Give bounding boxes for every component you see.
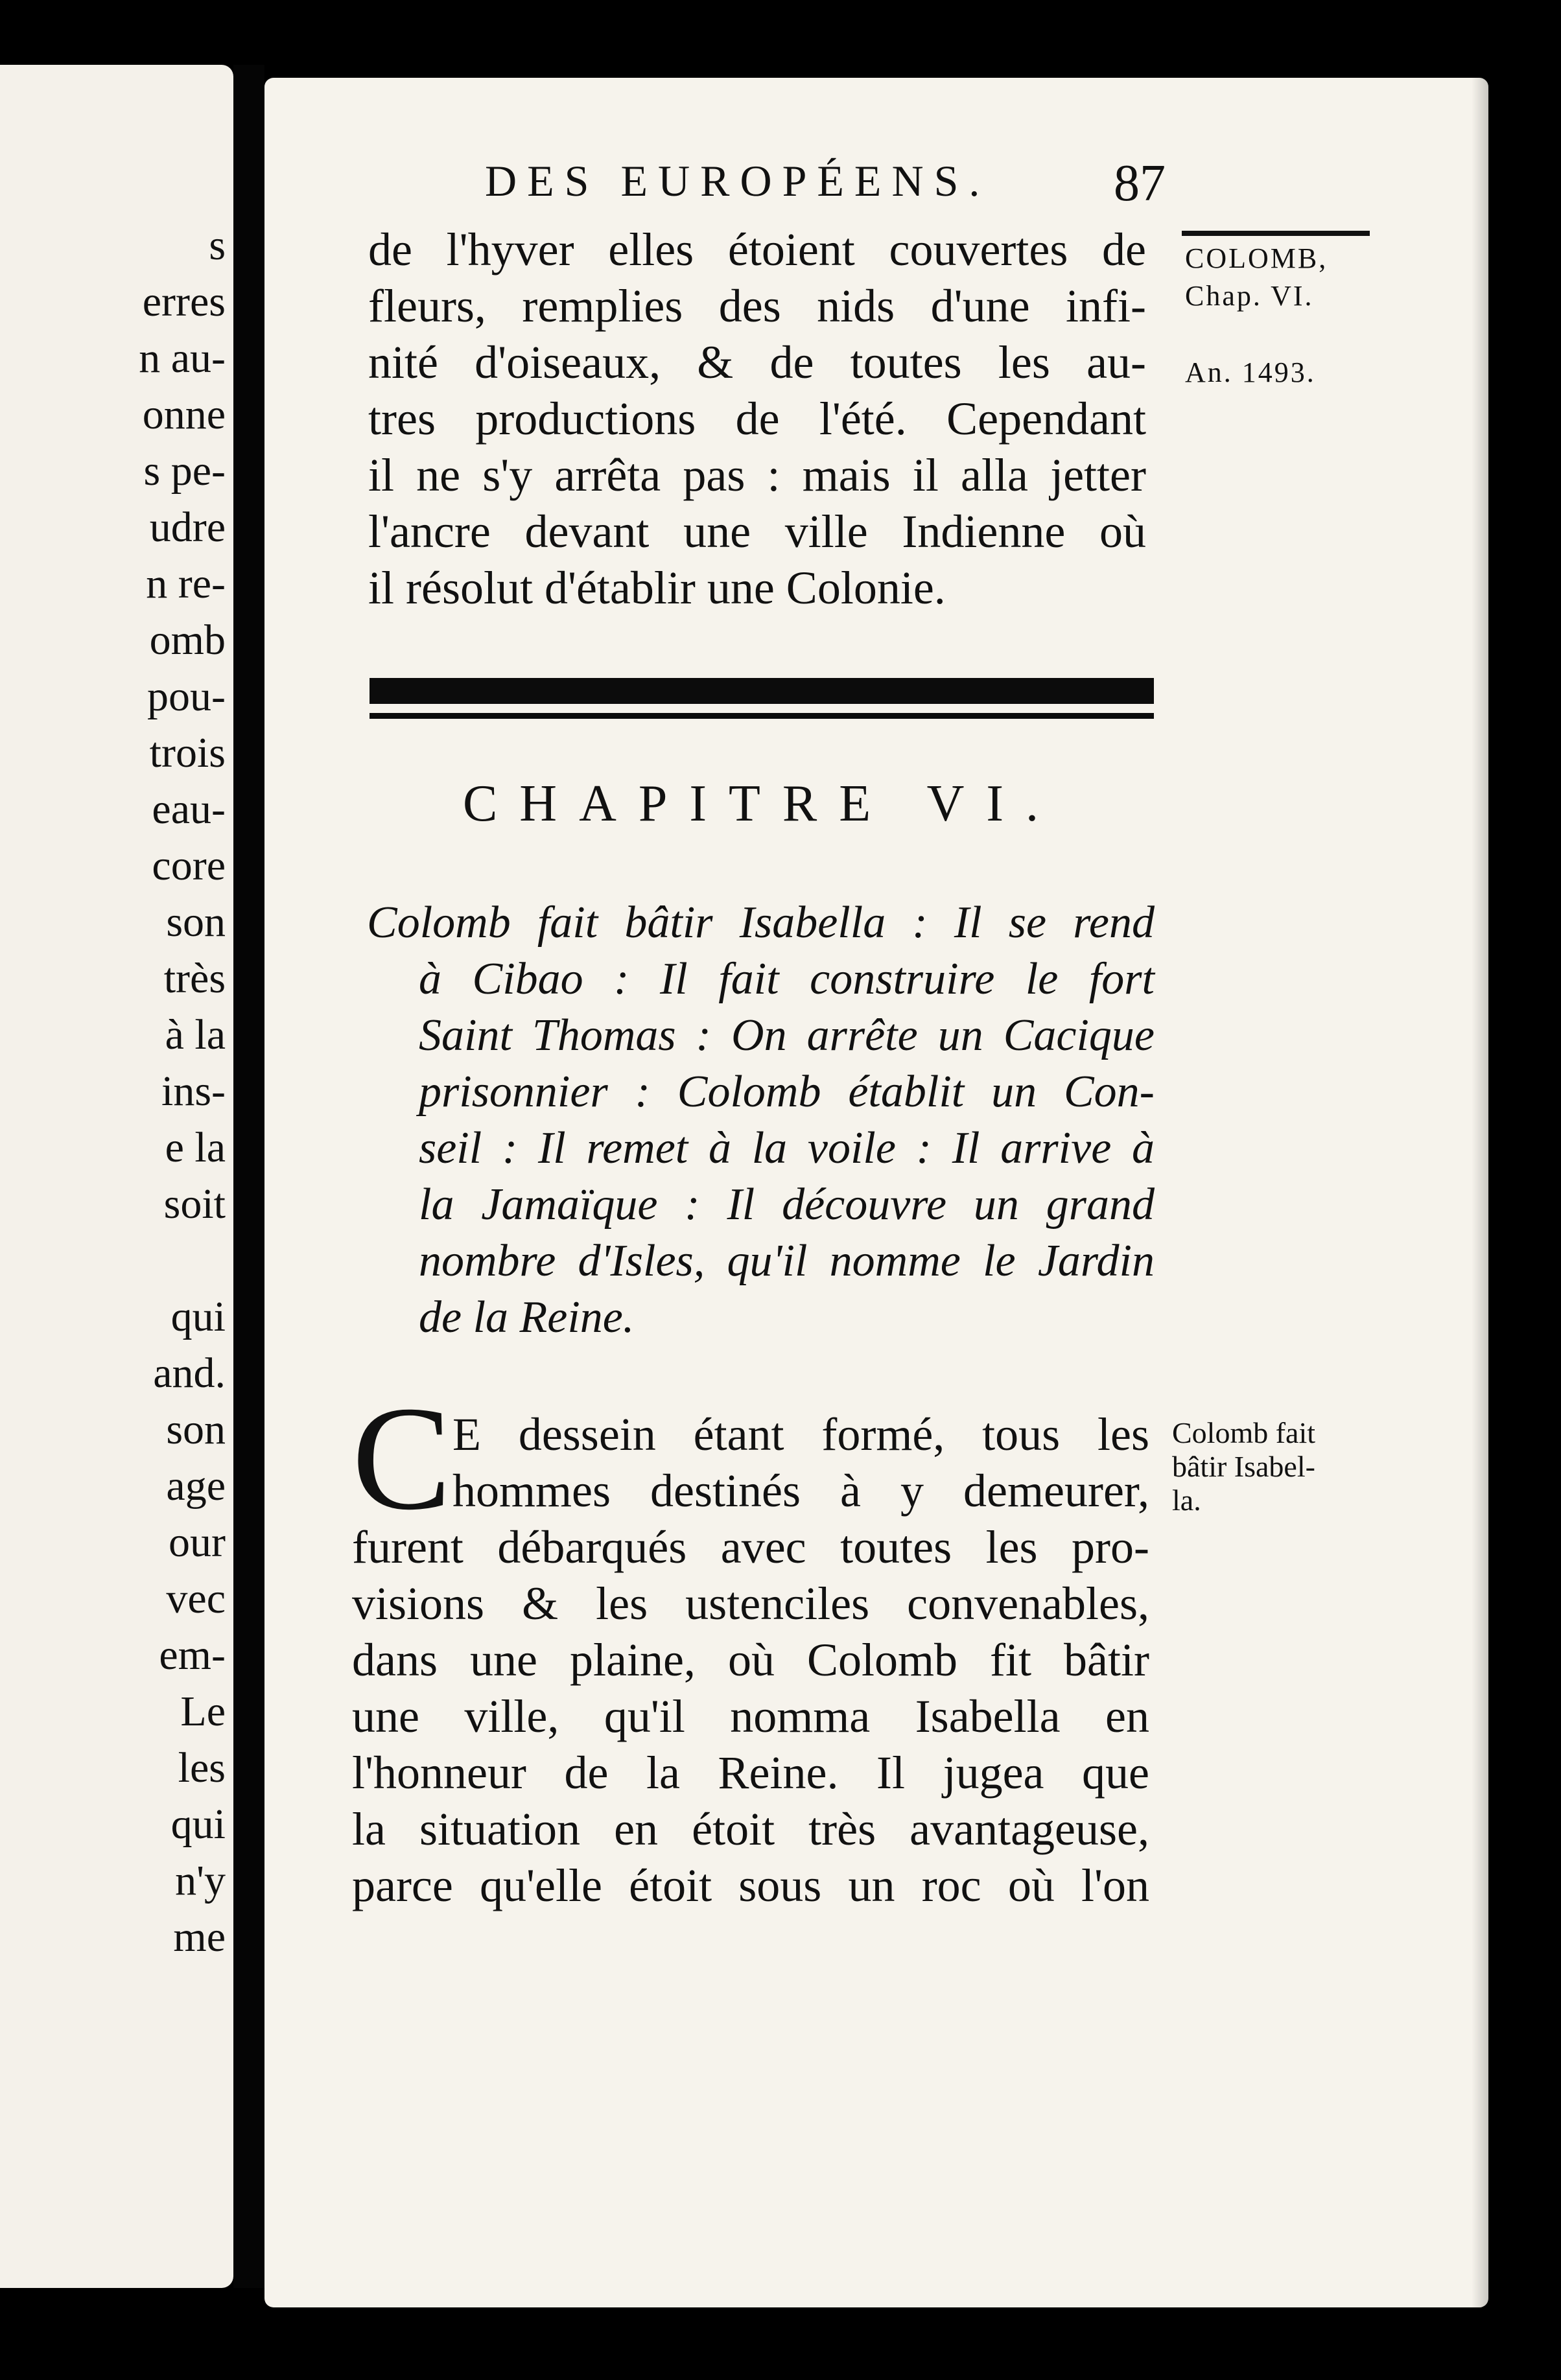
chapter-rule-thin [370, 713, 1154, 719]
sidenote-line: bâtir Isabel- [1172, 1450, 1315, 1483]
left-page [0, 65, 233, 2288]
chapter-title: CHAPITRE VI. [462, 775, 1061, 832]
left-page-fragment: e la [165, 1124, 226, 1171]
text-line: visions & les ustenciles convenables, [352, 1578, 1149, 1629]
summary-line: nombre d'Isles, qu'il nomme le Jardin [419, 1236, 1155, 1286]
text-line: parce qu'elle étoit sous un roc où l'on [352, 1860, 1149, 1911]
running-head: DES EUROPÉENS. [485, 156, 991, 205]
left-page-fragment: eau- [152, 786, 226, 833]
left-page-fragment: s [209, 222, 226, 269]
left-page-fragment: our [169, 1519, 226, 1566]
page-number: 87 [1114, 155, 1166, 212]
summary-line: Saint Thomas : On arrête un Cacique [419, 1010, 1155, 1060]
text-line: la situation en étoit très avantageuse, [352, 1803, 1149, 1855]
text-block-body [352, 1406, 1149, 1914]
text-line: l'honneur de la Reine. Il jugea que [352, 1747, 1149, 1799]
left-page-fragment: udre [149, 504, 226, 551]
left-page-fragment: me [173, 1913, 226, 1961]
sidenote-line: Chap. VI. [1185, 280, 1314, 312]
left-page-fragment: qui [170, 1293, 226, 1340]
book-gutter [233, 65, 264, 2288]
left-page-fragment: trois [149, 729, 226, 776]
sidenote-rule [1182, 231, 1370, 236]
summary-line: la Jamaïque : Il découvre un grand [419, 1180, 1155, 1230]
text-line: furent débarqués avec toutes les pro- [352, 1521, 1149, 1573]
summary-line: Colomb fait bâtir Isabella : Il se rend [367, 898, 1155, 948]
text-line: dans une plaine, où Colomb fit bâtir [352, 1634, 1149, 1686]
drop-cap: C [352, 1375, 452, 1541]
text-line: nité d'oiseaux, & de toutes les au- [368, 336, 1146, 388]
text-block-top [368, 222, 1146, 616]
sidenote-line: la. [1172, 1484, 1201, 1517]
left-page-fragment: Le [180, 1688, 226, 1735]
text-line: il ne s'y arrêta pas : mais il alla jetter [368, 449, 1146, 501]
left-page-fragment: n au- [139, 334, 226, 382]
left-page-fragment: vec [166, 1575, 226, 1622]
left-page-fragment: pou- [147, 673, 226, 720]
left-page-fragment: n re- [146, 560, 226, 607]
sidenote-body [1172, 1416, 1373, 1517]
left-page-fragment: em- [159, 1631, 226, 1679]
left-page-fragment: qui [170, 1801, 226, 1848]
left-page-fragment: à la [165, 1011, 226, 1058]
page-edge-shadow [1472, 78, 1488, 2307]
left-page-fragment: core [152, 842, 226, 889]
sidenote-top [1185, 240, 1379, 391]
left-page-fragment: onne [142, 391, 226, 438]
summary-line: de la Reine. [419, 1292, 635, 1342]
left-page-fragment: omb [149, 616, 226, 664]
left-page-fragment: and. [153, 1349, 226, 1397]
text-line: il résolut d'établir une Colonie. [368, 562, 946, 614]
text-line: une ville, qu'il nomma Isabella en [352, 1690, 1149, 1742]
right-page [264, 78, 1488, 2307]
left-page-fragment: n'y [175, 1857, 226, 1904]
text-line: E dessein étant formé, tous les [452, 1408, 1149, 1460]
text-line: hommes destinés à y demeurer, [452, 1465, 1149, 1517]
left-page-fragment: son [166, 1406, 226, 1453]
left-page-fragment: age [166, 1462, 226, 1510]
left-page-fragment: les [178, 1744, 226, 1791]
chapter-rule-thick [370, 678, 1154, 704]
text-line: de l'hyver elles étoient couvertes de [368, 224, 1146, 275]
left-page-fragment: son [166, 898, 226, 946]
chapter-summary [367, 894, 1155, 1346]
text-line: tres productions de l'été. Cependant [368, 393, 1146, 445]
left-page-fragment: s pe- [143, 447, 226, 495]
summary-line: prisonnier : Colomb établit un Con- [419, 1067, 1155, 1117]
text-line: l'ancre devant une ville Indienne où [368, 506, 1146, 557]
summary-line: seil : Il remet à la voile : Il arrive à [419, 1123, 1155, 1173]
sidenote-line: COLOMB, [1185, 242, 1328, 274]
text-line: fleurs, remplies des nids d'une infi- [368, 280, 1146, 332]
sidenote-line: An. 1493. [1185, 356, 1316, 388]
left-page-fragment: très [163, 955, 226, 1002]
left-page-fragment: soit [163, 1180, 226, 1228]
sidenote-line: Colomb fait [1172, 1416, 1316, 1449]
left-page-fragment: erres [142, 278, 226, 325]
summary-line: à Cibao : Il fait construire le fort [419, 954, 1155, 1004]
left-page-fragment: ins- [161, 1068, 226, 1115]
